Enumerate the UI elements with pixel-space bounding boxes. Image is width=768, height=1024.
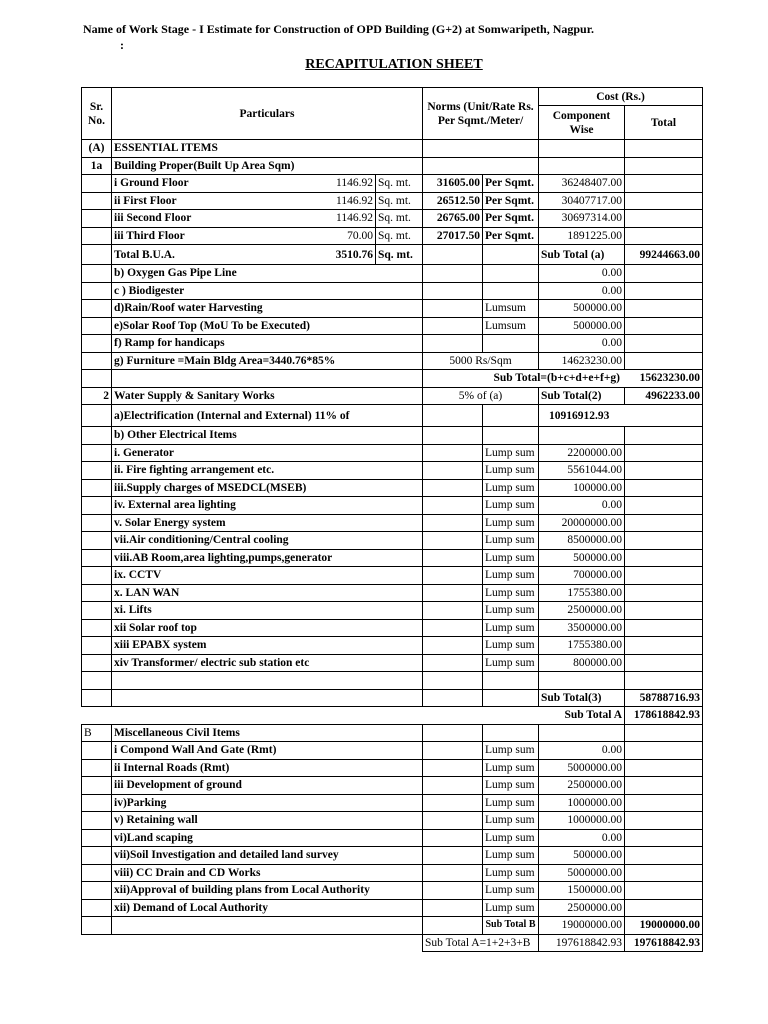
- table-cell: 500000.00: [539, 300, 625, 318]
- table-cell: 8500000.00: [539, 532, 625, 550]
- table-cell: Lump sum: [483, 619, 539, 637]
- col-total: Total: [625, 106, 703, 140]
- table-cell: Sub Total(3): [539, 689, 625, 707]
- electrical-row: [82, 549, 703, 567]
- electrical-row: [82, 654, 703, 672]
- floor-row: [82, 210, 703, 228]
- table-cell: iv)Parking: [112, 794, 423, 812]
- table-cell: Lump sum: [483, 882, 539, 900]
- table-cell: 58788716.93: [625, 689, 703, 707]
- table-cell: Lump sum: [483, 899, 539, 917]
- table-cell: 500000.00: [539, 549, 625, 567]
- table-cell: 20000000.00: [539, 514, 625, 532]
- col-norms: Norms (Unit/Rate Rs. Per Sqmt./Meter/: [423, 88, 539, 140]
- table-cell: Sq. mt.: [376, 227, 423, 245]
- table-cell: [483, 335, 539, 353]
- table-cell: i Ground Floor: [112, 175, 332, 193]
- other-electrical-row: [82, 427, 703, 445]
- civil-row: [82, 829, 703, 847]
- table-cell: 800000.00: [539, 654, 625, 672]
- extra-row: [82, 300, 703, 318]
- table-cell: Lump sum: [483, 514, 539, 532]
- table-cell: 70.00: [332, 227, 376, 245]
- col-particulars: Particulars: [112, 88, 423, 140]
- table-cell: v) Retaining wall: [112, 812, 423, 830]
- table-cell: xii) Demand of Local Authority: [112, 899, 423, 917]
- table-cell: 36248407.00: [539, 175, 625, 193]
- table-cell: ii First Floor: [112, 192, 332, 210]
- table-cell: 5561044.00: [539, 462, 625, 480]
- section-b-row: [82, 724, 703, 742]
- civil-row: [82, 882, 703, 900]
- table-cell: b) Other Electrical Items: [112, 427, 423, 445]
- table-cell: Lump sum: [483, 794, 539, 812]
- table-cell: ii. Fire fighting arrangement etc.: [112, 462, 423, 480]
- table-cell: g) Furniture =Main Bldg Area=3440.76*85%: [112, 352, 423, 370]
- table-cell: Lump sum: [483, 777, 539, 795]
- table-cell: Lump sum: [483, 497, 539, 515]
- subtotal-3-row: [82, 689, 703, 707]
- table-cell: iv. External area lighting: [112, 497, 423, 515]
- table-cell: 0.00: [539, 335, 625, 353]
- table-cell: Sub Total B: [483, 917, 539, 935]
- table-cell: 1000000.00: [539, 812, 625, 830]
- grand-total-row: [82, 934, 703, 952]
- extra-row: [82, 317, 703, 335]
- section-a-title: ESSENTIAL ITEMS: [112, 140, 423, 158]
- table-cell: iii Third Floor: [112, 227, 332, 245]
- table-cell: Lump sum: [483, 829, 539, 847]
- civil-row: [82, 812, 703, 830]
- table-cell: Per Sqmt.: [483, 175, 539, 193]
- table-cell: 500000.00: [539, 317, 625, 335]
- table-cell: 19000000.00: [539, 917, 625, 935]
- section-a-row: [82, 140, 703, 158]
- table-cell: Lump sum: [483, 532, 539, 550]
- table-cell: 178618842.93: [625, 707, 703, 725]
- table-cell: iii Second Floor: [112, 210, 332, 228]
- table-cell: v. Solar Energy system: [112, 514, 423, 532]
- table-cell: Lump sum: [483, 584, 539, 602]
- table-cell: [483, 282, 539, 300]
- table-cell: 1146.92: [332, 192, 376, 210]
- table-cell: 1146.92: [332, 210, 376, 228]
- electrical-row: [82, 532, 703, 550]
- table-cell: f) Ramp for handicaps: [112, 335, 423, 353]
- table-cell: Lumsum: [483, 300, 539, 318]
- table-cell: Sq. mt.: [376, 210, 423, 228]
- table-cell: a)Electrification (Internal and External) 11% of: [112, 405, 423, 427]
- table-cell: 1500000.00: [539, 882, 625, 900]
- civil-row: [82, 864, 703, 882]
- civil-row: [82, 759, 703, 777]
- table-cell: Water Supply & Sanitary Works: [112, 387, 423, 405]
- table-cell: 0.00: [539, 742, 625, 760]
- table-cell: xi. Lifts: [112, 602, 423, 620]
- table-cell: 27017.50: [423, 227, 483, 245]
- electrical-row: [82, 479, 703, 497]
- table-cell: 0.00: [539, 829, 625, 847]
- table-cell: 0.00: [539, 265, 625, 283]
- civil-row: [82, 794, 703, 812]
- table-cell: 2500000.00: [539, 602, 625, 620]
- table-cell: Lump sum: [483, 742, 539, 760]
- table-cell: 26512.50: [423, 192, 483, 210]
- table-cell: 100000.00: [539, 479, 625, 497]
- table-cell: 0.00: [539, 282, 625, 300]
- table-cell: 2200000.00: [539, 444, 625, 462]
- table-cell: 1891225.00: [539, 227, 625, 245]
- extra-row: [82, 352, 703, 370]
- table-cell: xiv Transformer/ electric sub station etc: [112, 654, 423, 672]
- electrical-row: [82, 444, 703, 462]
- table-cell: 5000000.00: [539, 759, 625, 777]
- civil-row: [82, 899, 703, 917]
- table-cell: 5000 Rs/Sqm: [423, 352, 539, 370]
- electrical-row: [82, 584, 703, 602]
- sheet-title: RECAPITULATION SHEET: [305, 57, 483, 72]
- table-cell: 197618842.93: [539, 934, 625, 952]
- table-cell: 0.00: [539, 497, 625, 515]
- table-cell: Sq. mt.: [376, 175, 423, 193]
- table-cell: [483, 265, 539, 283]
- table-cell: 700000.00: [539, 567, 625, 585]
- table-cell: c ) Biodigester: [112, 282, 423, 300]
- electrical-row: [82, 567, 703, 585]
- civil-row: [82, 847, 703, 865]
- subtotal-a-label: Sub Total (a): [539, 245, 625, 265]
- table-cell: Lump sum: [483, 759, 539, 777]
- table-cell: 10916912.93: [539, 405, 703, 427]
- table-cell: Lump sum: [483, 549, 539, 567]
- table-cell: 14623230.00: [539, 352, 625, 370]
- table-cell: Lump sum: [483, 462, 539, 480]
- item-1a-title: Building Proper(Built Up Area Sqm): [112, 157, 423, 175]
- table-cell: 30697314.00: [539, 210, 625, 228]
- item-1a-row: [82, 157, 703, 175]
- table-cell: d)Rain/Roof water Harvesting: [112, 300, 423, 318]
- table-cell: 2500000.00: [539, 899, 625, 917]
- extra-row: [82, 282, 703, 300]
- electrical-row: [82, 462, 703, 480]
- table-cell: Lump sum: [483, 847, 539, 865]
- table-cell: x. LAN WAN: [112, 584, 423, 602]
- table-cell: 1755380.00: [539, 584, 625, 602]
- table-cell: Miscellaneous Civil Items: [112, 724, 423, 742]
- table-cell: Per Sqmt.: [483, 210, 539, 228]
- table-cell: Sub Total A=1+2+3+B: [423, 934, 539, 952]
- table-cell: Per Sqmt.: [483, 192, 539, 210]
- table-cell: 197618842.93: [625, 934, 703, 952]
- subtotal-B-row: [82, 917, 703, 935]
- table-cell: i. Generator: [112, 444, 423, 462]
- table-cell: Sq. mt.: [376, 192, 423, 210]
- table-cell: 4962233.00: [625, 387, 703, 405]
- table-cell: Per Sqmt.: [483, 227, 539, 245]
- item-2-row: [82, 387, 703, 405]
- table-cell: b) Oxygen Gas Pipe Line: [112, 265, 423, 283]
- extra-row: [82, 335, 703, 353]
- table-cell: Lump sum: [483, 444, 539, 462]
- recap-table: [81, 87, 703, 952]
- table-cell: viii) CC Drain and CD Works: [112, 864, 423, 882]
- table-cell: iii Development of ground: [112, 777, 423, 795]
- electrical-row: [82, 637, 703, 655]
- subtotal-bg-row: [82, 370, 703, 388]
- section-a-label: (A): [82, 140, 112, 158]
- table-cell: 19000000.00: [625, 917, 703, 935]
- floor-row: [82, 227, 703, 245]
- electrical-row: [82, 619, 703, 637]
- table-cell: 500000.00: [539, 847, 625, 865]
- electrical-row: [82, 497, 703, 515]
- table-cell: Lump sum: [483, 637, 539, 655]
- electrification-row: [82, 405, 703, 427]
- table-cell: Sq. mt.: [376, 245, 423, 265]
- subtotal-A-row: [82, 707, 703, 725]
- col-component: Component Wise: [539, 106, 625, 140]
- table-cell: 5% of (a): [423, 387, 539, 405]
- floor-row: [82, 192, 703, 210]
- subtotal-bg: 15623230.00: [639, 372, 700, 385]
- work-name: Name of Work Stage - I Estimate for Construction of OPD Building (G+2) at Somwaripeth, Nagpur.: [83, 22, 594, 36]
- table-cell: 1146.92: [332, 175, 376, 193]
- col-cost: Cost (Rs.): [539, 88, 703, 106]
- table-cell: Sub Total A: [539, 707, 625, 725]
- subtotal-bg-label: Sub Total=(b+c+d+e+f+g): [493, 372, 620, 385]
- table-cell: Lump sum: [483, 864, 539, 882]
- table-cell: 26765.00: [423, 210, 483, 228]
- item-1a-sr: 1a: [82, 157, 112, 175]
- table-cell: vii)Soil Investigation and detailed land survey: [112, 847, 423, 865]
- civil-row: [82, 742, 703, 760]
- total-bua-row: [82, 245, 703, 265]
- table-cell: 2500000.00: [539, 777, 625, 795]
- table-cell: xii)Approval of building plans from Local Authority: [112, 882, 423, 900]
- blank-row: [82, 672, 703, 690]
- table-cell: Lump sum: [483, 812, 539, 830]
- table-cell: i Compond Wall And Gate (Rmt): [112, 742, 423, 760]
- table-cell: Lumsum: [483, 317, 539, 335]
- table-cell: 31605.00: [423, 175, 483, 193]
- table-cell: ix. CCTV: [112, 567, 423, 585]
- table-cell: Lump sum: [483, 567, 539, 585]
- table-cell: Lump sum: [483, 602, 539, 620]
- table-cell: iii.Supply charges of MSEDCL(MSEB): [112, 479, 423, 497]
- electrical-row: [82, 602, 703, 620]
- col-sr: Sr. No.: [82, 88, 112, 140]
- table-cell: 1000000.00: [539, 794, 625, 812]
- electrical-row: [82, 514, 703, 532]
- table-cell: Lump sum: [483, 654, 539, 672]
- total-bua-area: 3510.76: [332, 245, 376, 265]
- table-cell: B: [82, 724, 112, 742]
- table-cell: 3500000.00: [539, 619, 625, 637]
- civil-row: [82, 777, 703, 795]
- work-name-colon: :: [120, 38, 124, 52]
- subtotal-a: 99244663.00: [625, 245, 703, 265]
- table-cell: 1755380.00: [539, 637, 625, 655]
- table-cell: Sub Total(2): [539, 387, 625, 405]
- table-cell: 30407717.00: [539, 192, 625, 210]
- table-cell: Lump sum: [483, 479, 539, 497]
- table-cell: vi)Land scaping: [112, 829, 423, 847]
- table-cell: xii Solar roof top: [112, 619, 423, 637]
- table-cell: vii.Air conditioning/Central cooling: [112, 532, 423, 550]
- table-cell: 2: [82, 387, 112, 405]
- table-cell: viii.AB Room,area lighting,pumps,generator: [112, 549, 423, 567]
- total-bua-label: Total B.U.A.: [112, 245, 332, 265]
- table-cell: xiii EPABX system: [112, 637, 423, 655]
- table-cell: 5000000.00: [539, 864, 625, 882]
- table-cell: ii Internal Roads (Rmt): [112, 759, 423, 777]
- floor-row: [82, 175, 703, 193]
- extra-row: [82, 265, 703, 283]
- table-cell: e)Solar Roof Top (MoU To be Executed): [112, 317, 423, 335]
